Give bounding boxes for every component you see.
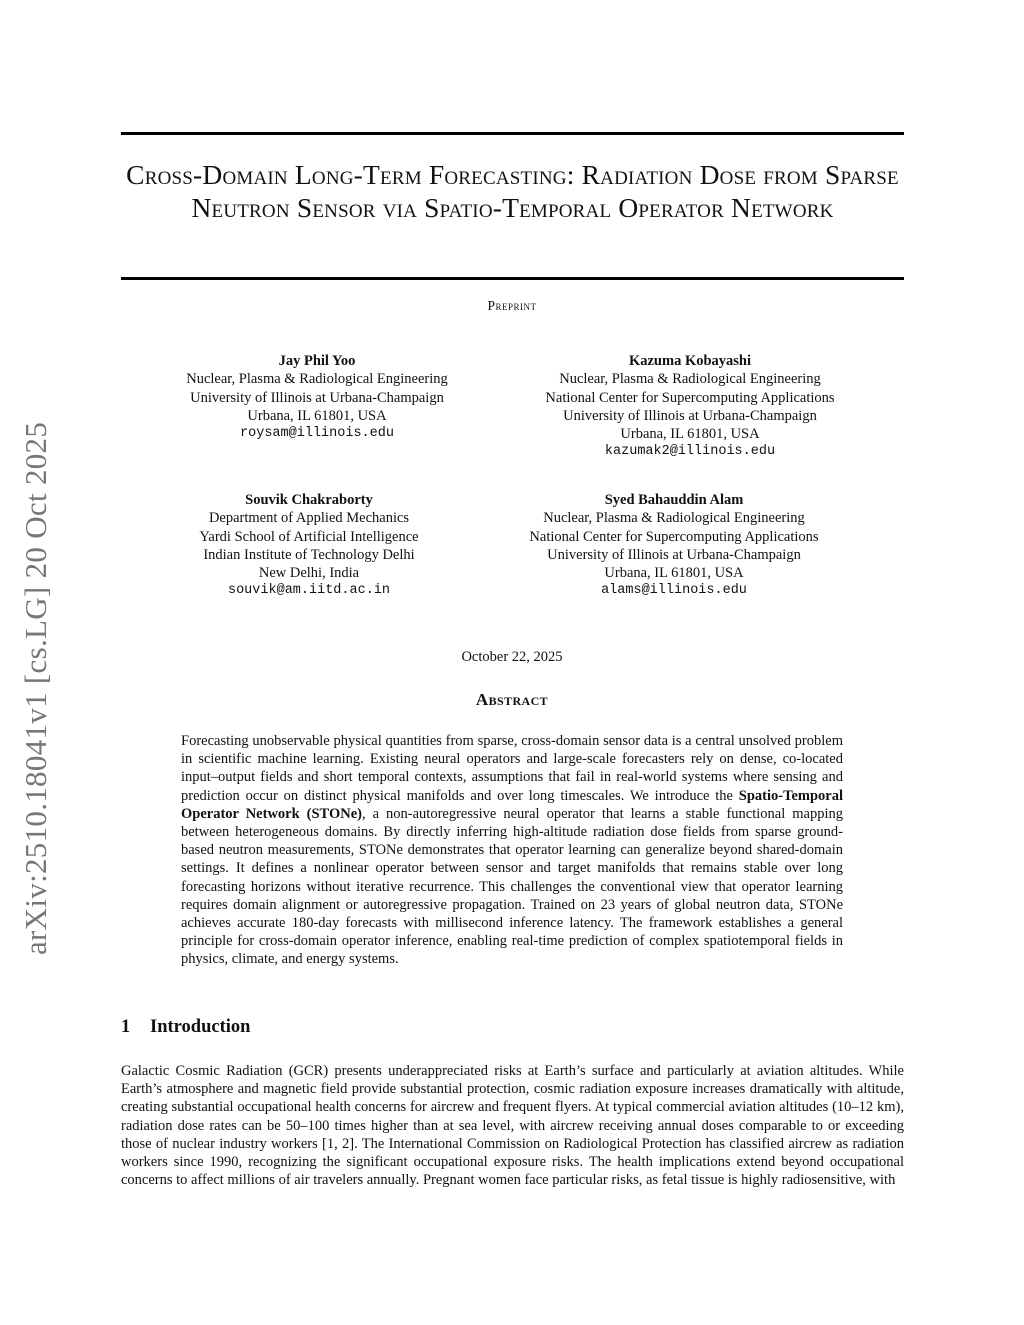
author-affiliation-line: Department of Applied Mechanics	[208, 510, 410, 527]
author-email[interactable]: alams@illinois.edu	[601, 583, 747, 599]
introduction-paragraph: Galactic Cosmic Radiation (GCR) presents underappreciated risks at Earth’s surface and particularly at aviation altitudes. While Earth’s atmosphere and magnetic field provide substantial protection, cosmic radiation exposure increases dramatically with altitude, creating substantial occupational health concerns for aircrew and frequent flyers. At typical commercial aviation altitudes (10–12 km), radiation dose rates can be 50–100 times higher than at sea level, with aircrew receiving annual doses comparable to or exceeding those of nuclear industry workers [1, 2]. The International Commission on Radiological Protection has classified aircrew as radiation workers since 1990, recognizing the significant occupational exposure risks. The health implications extend beyond occupational concerns to affect millions of air travelers annually. Pregnant women face particular risks, as fetal tissue is highly radiosensitive, with	[121, 1063, 904, 1189]
abstract-text: Forecasting unobservable physical quantities from sparse, cross-domain sensor data is a central unsolved problem in scientific machine learning. Existing neural operators and large-scale forecasters rely on dense, co-located input–output fields and short temporal contexts, assumptions that fail in real-world systems where sensing and prediction occur on distinct physical manifolds and over long timescales. We introduce the	[181, 733, 843, 804]
author-affiliation-line: Indian Institute of Technology Delhi	[203, 546, 415, 563]
author-email[interactable]: roysam@illinois.edu	[240, 426, 394, 442]
author-affiliation-line: Nuclear, Plasma & Radiological Engineering	[543, 510, 805, 527]
author-affiliation-line: Urbana, IL 61801, USA	[620, 426, 760, 443]
author-block	[494, 491, 854, 601]
introduction-body	[121, 1062, 904, 1189]
author-name: Syed Bahauddin Alam	[604, 492, 744, 508]
section-number: 1	[121, 1017, 131, 1037]
author-affiliation-line: Urbana, IL 61801, USA	[247, 407, 387, 424]
author-name: Souvik Chakraborty	[245, 492, 373, 508]
author-affiliation-line: Urbana, IL 61801, USA	[604, 565, 744, 582]
author-affiliation-line: National Center for Supercomputing Applications	[529, 528, 819, 545]
author-name: Kazuma Kobayashi	[628, 353, 752, 369]
author-affiliation-line: University of Illinois at Urbana-Champaign	[190, 389, 444, 406]
author-affiliation-line: University of Illinois at Urbana-Champaign	[563, 407, 817, 424]
section-title: Introduction	[150, 1017, 251, 1037]
author-block	[137, 352, 497, 443]
arxiv-identifier-stamp: arXiv:2510.18041v1 [cs.LG] 20 Oct 2025	[18, 421, 53, 955]
author-name: Jay Phil Yoo	[278, 353, 356, 369]
author-affiliation-line: Nuclear, Plasma & Radiological Engineering	[186, 371, 448, 388]
author-email[interactable]: souvik@am.iitd.ac.in	[227, 583, 391, 599]
author-affiliation-line: New Delhi, India	[258, 565, 360, 582]
author-block	[129, 491, 489, 601]
abstract-heading: Abstract	[475, 690, 549, 709]
section-heading	[121, 1017, 250, 1038]
preprint-label: Preprint	[487, 298, 537, 313]
publication-date: October 22, 2025	[461, 649, 563, 665]
abstract-method-name: Spatio-Temporal Operator Network (STONe)	[181, 787, 843, 822]
author-affiliation-line: National Center for Supercomputing Applications	[545, 389, 835, 406]
title-rule-top	[121, 132, 904, 135]
author-affiliation-line: Yardi School of Artificial Intelligence	[199, 528, 419, 545]
author-affiliation-line: Nuclear, Plasma & Radiological Engineering	[559, 371, 821, 388]
author-affiliation-line: University of Illinois at Urbana-Champaign	[547, 546, 801, 563]
author-email[interactable]: kazumak2@illinois.edu	[604, 444, 776, 460]
author-block	[510, 352, 870, 462]
abstract-text: , a non-autoregressive neural operator that learns a stable functional mapping between heterogeneous domains. By directly inferring high-altitude radiation dose fields from sparse ground-based neutron measurements, STONe demonstrates that operator learning can generalize beyond shared-domain settings. It defines a nonlinear operator between sensor and target manifolds that remains stable over long forecasting horizons without iterative recurrence. This challenges the conventional view that operator learning requires domain alignment or autoregressive propagation. Trained on 23 years of global neutron data, STONe achieves accurate 180-day forecasts with millisecond inference latency. The framework establishes a general principle for cross-domain operator inference, enabling real-time prediction of complex spatiotemporal fields in physics, climate, and energy systems.	[181, 805, 843, 968]
paper-title: Cross-Domain Long-Term Forecasting: Radiation Dose from Sparse Neutron Sensor via Spatio-Temporal Operator Network	[126, 159, 899, 223]
title-rule-bottom	[121, 277, 904, 280]
abstract-paragraph	[181, 732, 843, 969]
abstract-body	[181, 732, 843, 969]
